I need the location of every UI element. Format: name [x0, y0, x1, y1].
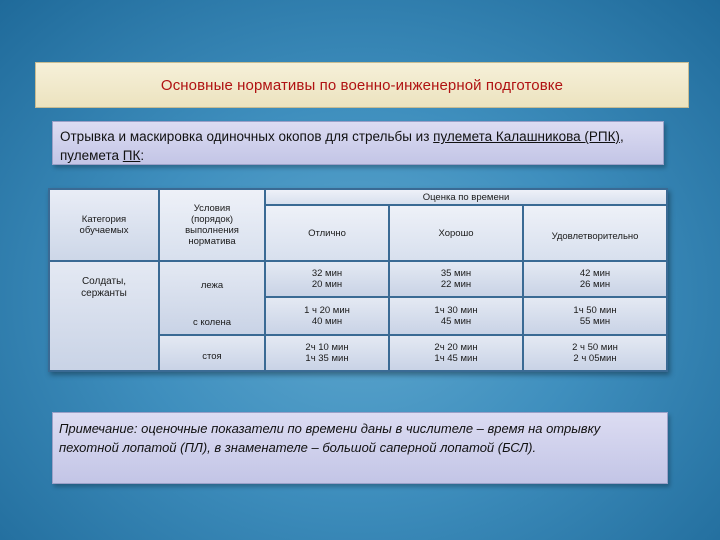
note [52, 412, 668, 484]
condition-lying: лежа [200, 280, 224, 291]
header-excellent-text: Отлично [308, 227, 346, 239]
header-satisfactory [524, 206, 666, 260]
condition-standing: стоя [202, 350, 222, 362]
rpk-link[interactable]: пулемета Калашникова (РПК) [433, 129, 620, 144]
row3-excellent-text: 2ч 10 мин 1ч 35 мин [305, 342, 349, 364]
note-text: Примечание: оценочные показатели по времени даны в числителе – время на отрывку пехотной лопатой (ПЛ), в знаменателе – большой саперной лопатой (БСЛ). [59, 421, 601, 455]
header-conditions [160, 190, 264, 260]
subtitle-text-1: Отрывка и маскировка одиночных окопов для стрельбы из [60, 129, 434, 144]
header-excellent [266, 206, 388, 260]
row2-good [390, 298, 522, 334]
row3-excellent [266, 336, 388, 370]
header-category [50, 190, 158, 260]
header-category-text: Категория обучаемых [79, 214, 129, 236]
conditions-lower [160, 336, 264, 370]
category-value-text: Солдаты, сержанты [81, 276, 127, 299]
conditions-upper [160, 262, 264, 334]
header-satisfactory-text: Удовлетворительно [551, 230, 639, 242]
row2-satisfactory-text: 1ч 50 мин 55 мин [573, 305, 617, 327]
row2-excellent [266, 298, 388, 334]
row2-excellent-text: 1 ч 20 мин 40 мин [304, 305, 350, 327]
subtitle-text-2: , пулемета [60, 129, 624, 163]
norms-table [48, 188, 668, 372]
row2-satisfactory [524, 298, 666, 334]
row3-good [390, 336, 522, 370]
slide-title [35, 62, 689, 108]
header-conditions-text: Условия (порядок) выполнения норматива [185, 203, 239, 247]
header-evaluation [266, 190, 666, 204]
row3-satisfactory-text: 2 ч 50 мин 2 ч 05мин [572, 342, 618, 364]
row2-good-text: 1ч 30 мин 45 мин [434, 305, 478, 327]
row1-excellent-text: 32 мин 20 мин [311, 268, 343, 290]
row1-satisfactory-text: 42 мин 26 мин [579, 268, 611, 290]
row1-satisfactory [524, 262, 666, 296]
category-value [50, 262, 158, 370]
row3-satisfactory [524, 336, 666, 370]
header-evaluation-text: Оценка по времени [422, 191, 510, 203]
subtitle-text-3: : [140, 148, 145, 163]
header-good-text: Хорошо [438, 227, 474, 239]
slide-title-text: Основные нормативы по военно-инженерной подготовке [160, 76, 564, 94]
row3-good-text: 2ч 20 мин 1ч 45 мин [434, 342, 478, 364]
pk-link[interactable]: ПК [122, 148, 141, 163]
subtitle [52, 121, 664, 165]
row1-good [390, 262, 522, 296]
row1-excellent [266, 262, 388, 296]
header-good [390, 206, 522, 260]
condition-kneeling: с колена [192, 317, 232, 328]
row1-good-text: 35 мин 22 мин [440, 268, 472, 290]
